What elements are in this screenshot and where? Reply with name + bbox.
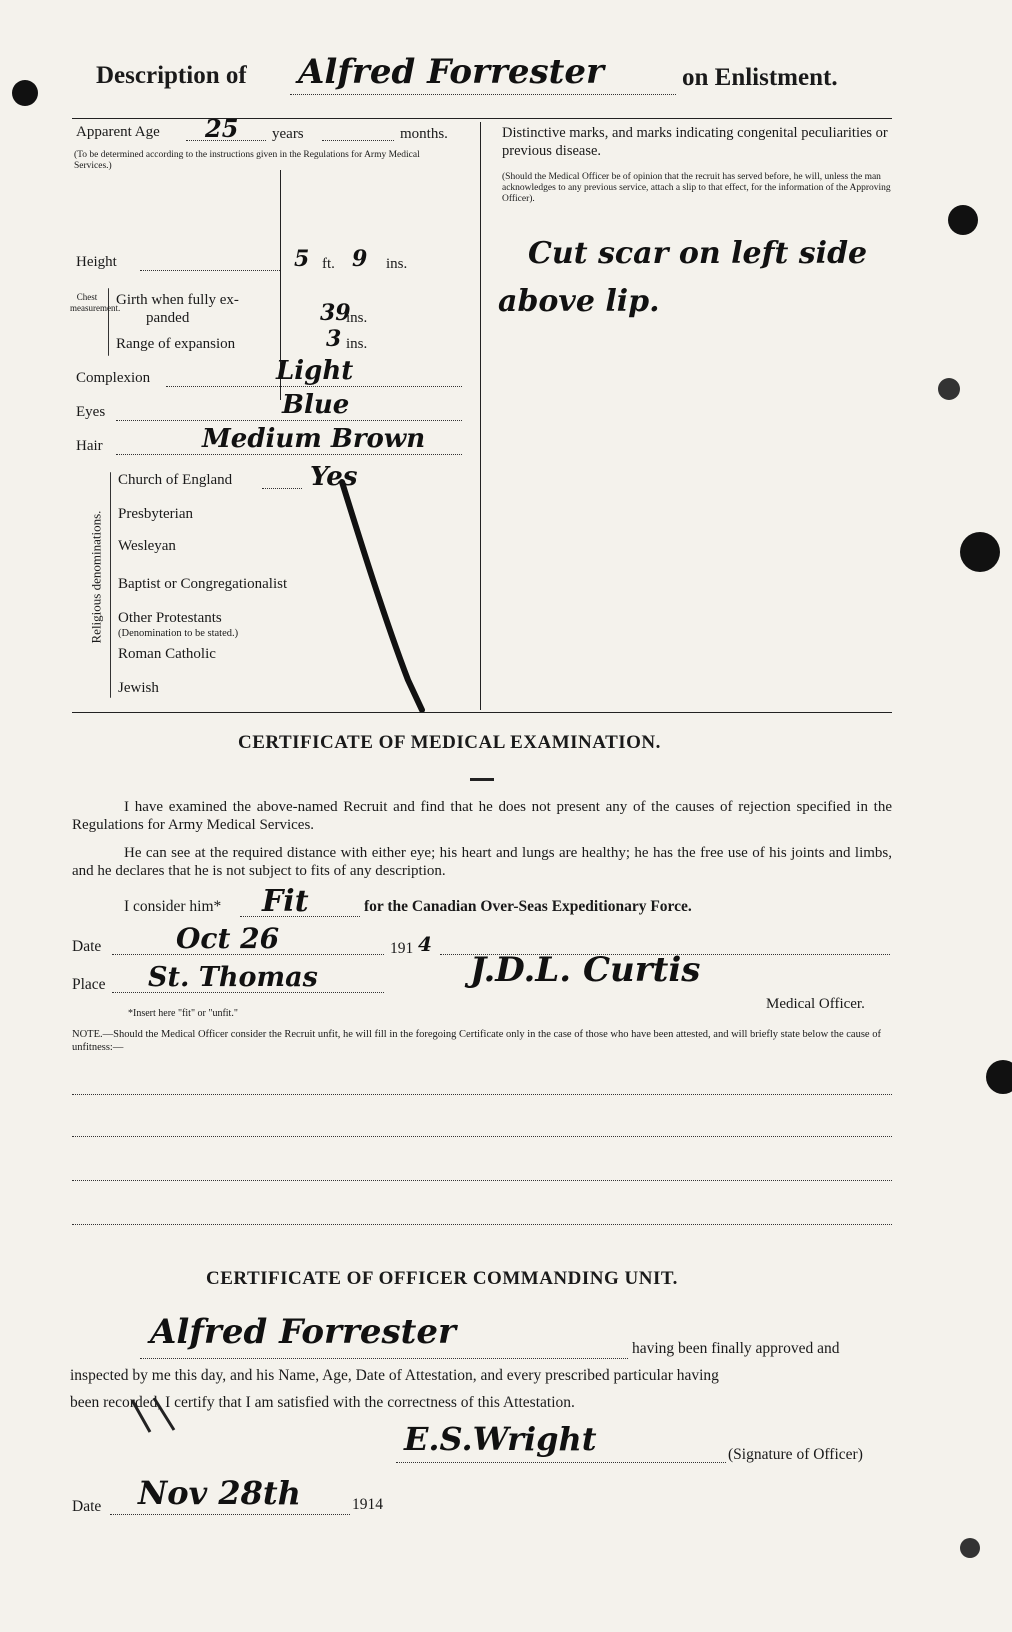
commanding-date-value: Nov 28th [138,1474,301,1512]
months-line [322,140,394,141]
header-name-line [290,94,676,95]
commanding-date-line [110,1514,350,1515]
complexion-label: Complexion [76,370,151,386]
consider-label: I consider him* [124,898,222,915]
section-rule [72,712,892,713]
medical-signature: J.D.L. Curtis [470,950,701,990]
religion-line [262,488,302,489]
years-label: years [272,126,304,142]
medical-date-value: Oct 26 [176,922,280,955]
girth-ins-label: ins. [346,310,368,326]
commanding-signature-line [396,1462,726,1463]
top-rule [72,118,892,119]
commanding-name: Alfred Forrester [150,1312,456,1352]
chest-label: Chest measurement. [70,292,121,313]
age-line [186,140,266,141]
consider-line [240,916,360,917]
religion-presbyterian: Presbyterian [118,506,193,522]
header-prefix: Description of [96,62,247,89]
commanding-signature: E.S.Wright [404,1420,597,1458]
religion-roman-catholic: Roman Catholic [118,646,216,662]
religion-church-of-england: Church of England [118,472,233,488]
ditto-mark [124,1394,184,1438]
ft-label: ft. [322,256,335,272]
commanding-date-label: Date [72,1498,102,1515]
girth-label-2: panded [146,310,190,326]
religion-baptist: Baptist or Congregationalist [118,576,288,592]
marks-heading: Distinctive marks, and marks indicating congenital peculiarities or previous disease. [502,125,888,159]
punch-hole [960,532,1000,572]
unfitness-line [72,1224,892,1225]
medical-para1: I have examined the above-named Recruit and find that he does not present any of the causes of rejection specified in the Regulations for Army Medical Services. [72,799,892,833]
insert-note: *Insert here "fit" or "unfit." [128,1008,238,1019]
commanding-name-line [140,1358,628,1359]
height-ft: 5 [294,246,310,272]
medical-officer-label: Medical Officer. [766,996,865,1012]
denomination-note: (Denomination to be stated.) [118,628,239,639]
eyes-value: Blue [282,390,350,420]
height-line [140,270,280,271]
religion-label: Religious denominations. [88,510,104,644]
commanding-text-2: inspected by me this day, and his Name, Age, Date of Attestation, and every prescribed particular having [70,1367,719,1384]
medical-note: NOTE.—Should the Medical Officer consider the Recruit unfit, he will fill in the foregoing Certificate only in the case of those who have been attested, and will briefly state below the cause of unfitness:— [72,1029,881,1053]
religion-value: Yes [310,462,358,492]
commanding-year: 1914 [352,1496,383,1513]
age-note: (To be determined according to the instructions given in the Regulations for Army Medical Services.) [74,150,420,171]
marks-line2: above lip. [498,284,660,319]
commanding-text-3: been recorded, I certify that I am satisfied with the correctness of this Attestation. [70,1394,575,1411]
religion-ditto-stroke [330,470,450,720]
expansion-ins-label: ins. [346,336,368,352]
medical-title-mark [470,778,494,781]
religion-brace [110,472,111,698]
complexion-value: Light [276,356,354,386]
medical-place-value: St. Thomas [148,962,318,993]
age-label: Apparent Age [76,124,160,140]
commanding-title: CERTIFICATE OF OFFICER COMMANDING UNIT. [206,1268,678,1289]
complexion-line [166,386,462,387]
medical-date-label: Date [72,938,102,955]
height-ins-label: ins. [386,256,408,272]
header-suffix: on Enlistment. [682,64,838,91]
unfitness-line [72,1094,892,1095]
religion-other-protestants: Other Protestants [118,610,222,626]
religion-jewish: Jewish [118,680,159,696]
hair-line [116,454,462,455]
commanding-sig-label: (Signature of Officer) [728,1446,863,1463]
center-divider [480,122,481,710]
medical-year-printed: 191 [390,940,414,957]
age-value: 25 [205,114,239,143]
unfitness-line [72,1136,892,1137]
girth-value: 39 [320,300,351,326]
height-in: 9 [352,246,368,272]
expansion-label: Range of expansion [116,336,236,352]
marks-note: (Should the Medical Officer be of opinion that the recruit has served before, he will, unless the man acknowledges to any previous service, attach a slip to that effect, for the information of the Approving Officer). [502,172,891,204]
punch-hole [986,1060,1012,1094]
religion-wesleyan: Wesleyan [118,538,176,554]
eyes-line [116,420,462,421]
hair-value: Medium Brown [202,424,426,454]
punch-hole [12,80,38,106]
girth-label-1: Girth when fully ex- [116,292,239,308]
months-label: months. [400,126,448,142]
punch-hole [938,378,960,400]
eyes-label: Eyes [76,404,106,420]
header-name: Alfred Forrester [298,52,604,92]
consider-suffix: for the Canadian Over-Seas Expeditionary Force. [364,898,692,915]
chest-brace [108,288,109,356]
medical-title: CERTIFICATE OF MEDICAL EXAMINATION. [238,732,661,753]
hair-label: Hair [76,438,103,454]
medical-para2: He can see at the required distance with either eye; his heart and lungs are healthy; he has the free use of his joints and limbs, and he declares that he is not subject to fits of any description. [72,845,892,879]
expansion-value: 3 [326,326,342,352]
marks-line1: Cut scar on left side [528,236,868,271]
medical-year-hand: 4 [418,932,432,956]
medical-place-label: Place [72,976,106,993]
punch-hole [960,1538,980,1558]
commanding-text-1: having been finally approved and [632,1340,840,1357]
unfitness-line [72,1180,892,1181]
consider-value: Fit [262,884,309,919]
height-label: Height [76,254,117,270]
punch-hole [948,205,978,235]
